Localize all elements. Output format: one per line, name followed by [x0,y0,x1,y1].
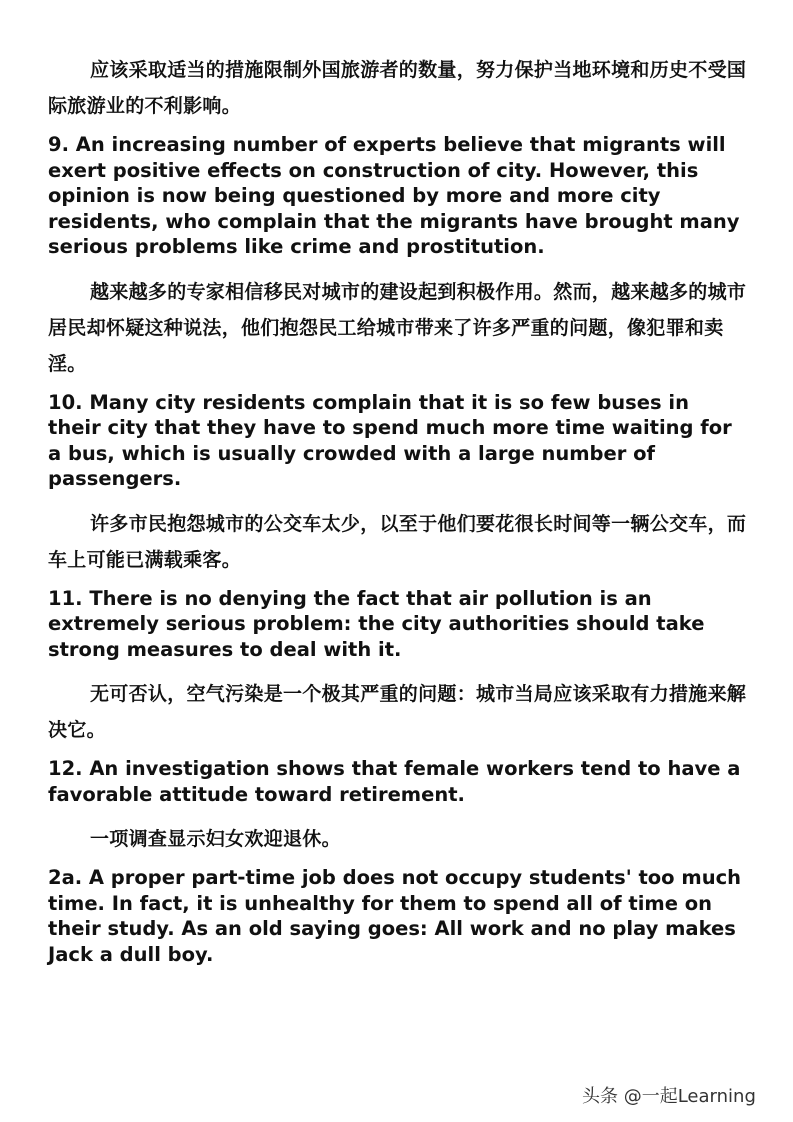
chinese-translation-12: 一项调查显示妇女欢迎退休。 [90,828,341,850]
english-sentence-10: 10. Many city residents complain that it is so few buses in their city that they have to spend much more time waiting for a bus, which is usually crowded with a large number of passengers. [48,390,732,490]
chinese-translation-10: 许多市民抱怨城市的公交车太少，以至于他们要花很长时间等一辆公交车，而车上可能已满载乘客。 [48,512,747,571]
document-page [48,52,748,981]
english-sentence-9: 9. An increasing number of experts believe that migrants will exert positive effects on construction of city. However, this opinion is now being questioned by more and more city residents, who complain that the migrants have brought many serious problems like crime and prostitution. [48,133,740,258]
chinese-translation-9: 越来越多的专家相信移民对城市的建设起到积极作用。然而，越来越多的城市居民却怀疑这种说法，他们抱怨民工给城市带来了许多严重的问题，像犯罪和卖淫。 [48,280,747,375]
english-sentence-11: 11. There is no denying the fact that air pollution is an extremely serious problem: the city authorities should take strong measures to deal with it. [48,586,705,661]
english-sentence-2a: 2a. A proper part-time job does not occupy students' too much time. In fact, it is unhealthy for them to spend all of time on their study. As an old saying goes: All work and no play makes Jack a dull boy. [48,866,742,966]
chinese-translation-8: 应该采取适当的措施限制外国旅游者的数量，努力保护当地环境和历史不受国际旅游业的不利影响。 [48,59,747,117]
english-sentence-12: 12. An investigation shows that female workers tend to have a favorable attitude toward retirement. [48,757,741,806]
chinese-translation-11: 无可否认，空气污染是一个极其严重的问题：城市当局应该采取有力措施来解决它。 [48,683,747,741]
watermark: 头条 @一起Learning [582,1086,756,1107]
